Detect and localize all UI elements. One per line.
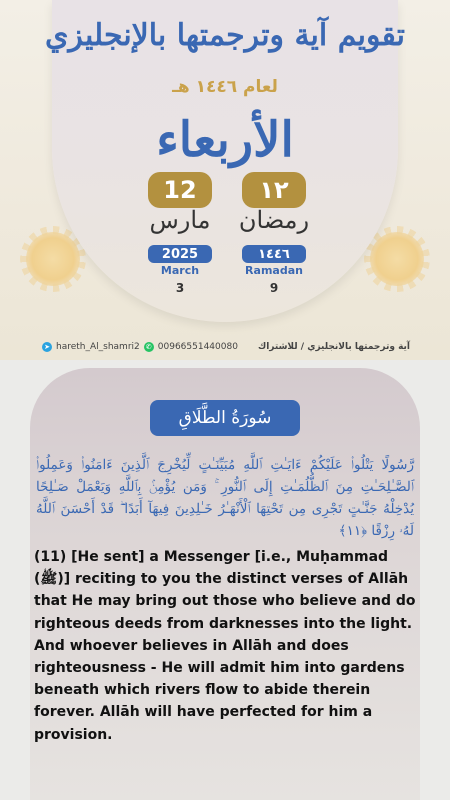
- hijri-year-line: لعام ١٤٤٦ هـ: [172, 77, 278, 97]
- flower-ornament-left: [26, 232, 80, 286]
- page-title: تقويم آية وترجمتها بالإنجليزي: [44, 18, 406, 53]
- flower-ornament-right: [370, 232, 424, 286]
- hijri-month-number: 9: [269, 281, 279, 295]
- hijri-month-name: رمضان: [238, 206, 310, 234]
- weekday-name: الأربعاء: [156, 112, 294, 168]
- verse-arabic-text: رَّسُولًا يَتْلُوا۟ عَلَيْكُمْ ءَايَـٰتِ ٱللَّهِ مُبَيِّنَـٰتٍ لِّيُخْرِجَ ٱلَّذِينَ ءَامَنُوا۟ وَعَمِلُوا۟ ٱلصَّـٰلِحَـٰتِ مِنَ ٱلظُّلُمَـٰتِ إِلَى ٱلنُّورِ ۚ وَمَن يُؤْمِنۢ بِٱللَّهِ وَيَعْمَلْ صَـٰلِحًا يُدْخِلْهُ جَنَّـٰتٍ تَجْرِى مِن تَحْتِهَا ٱلْأَنْهَـٰرُ خَـٰلِدِينَ فِيهَآ أَبَدًا ۖ قَدْ أَحْسَنَ ٱللَّهُ لَهُۥ رِزْقًا ﴿١١﴾: [36, 457, 414, 539]
- contact-bar: [0, 338, 450, 356]
- gregorian-month-number: 3: [175, 281, 185, 295]
- telegram-icon: ➤: [42, 342, 52, 352]
- gregorian-month-name: مارس: [149, 206, 211, 234]
- whatsapp-number[interactable]: 00966551440080: [157, 342, 238, 352]
- subscribe-text: آية وترجمتها بالانجليزي / للاشتراك: [257, 342, 410, 352]
- telegram-handle[interactable]: hareth_Al_shamri2: [56, 342, 140, 352]
- surah-name-banner: سُورَةُ الطَّلَاقِ: [150, 400, 300, 436]
- gregorian-year-badge: 2025: [148, 245, 212, 263]
- verse-english-translation: (11) [He sent] a Messenger [i.e., Muḥammad (ﷺ)] reciting to you the distinct verses of Allāh that He may bring out those who believe and do righteous deeds from darknesses into the light. And whoever believes in Allāh and does righteousness - He will admit him into gardens beneath which rivers flow to abide therein forever. Allāh will have perfected for him a provision.: [34, 549, 416, 743]
- hijri-year-badge: ١٤٤٦: [242, 245, 306, 263]
- hijri-month-english: Ramadan: [245, 264, 303, 277]
- hijri-day-badge: ١٢: [242, 172, 306, 208]
- gregorian-month-english: March: [160, 264, 200, 277]
- contact-handles: [42, 342, 238, 352]
- whatsapp-icon: ✆: [144, 342, 154, 352]
- gregorian-day-badge: 12: [148, 172, 212, 208]
